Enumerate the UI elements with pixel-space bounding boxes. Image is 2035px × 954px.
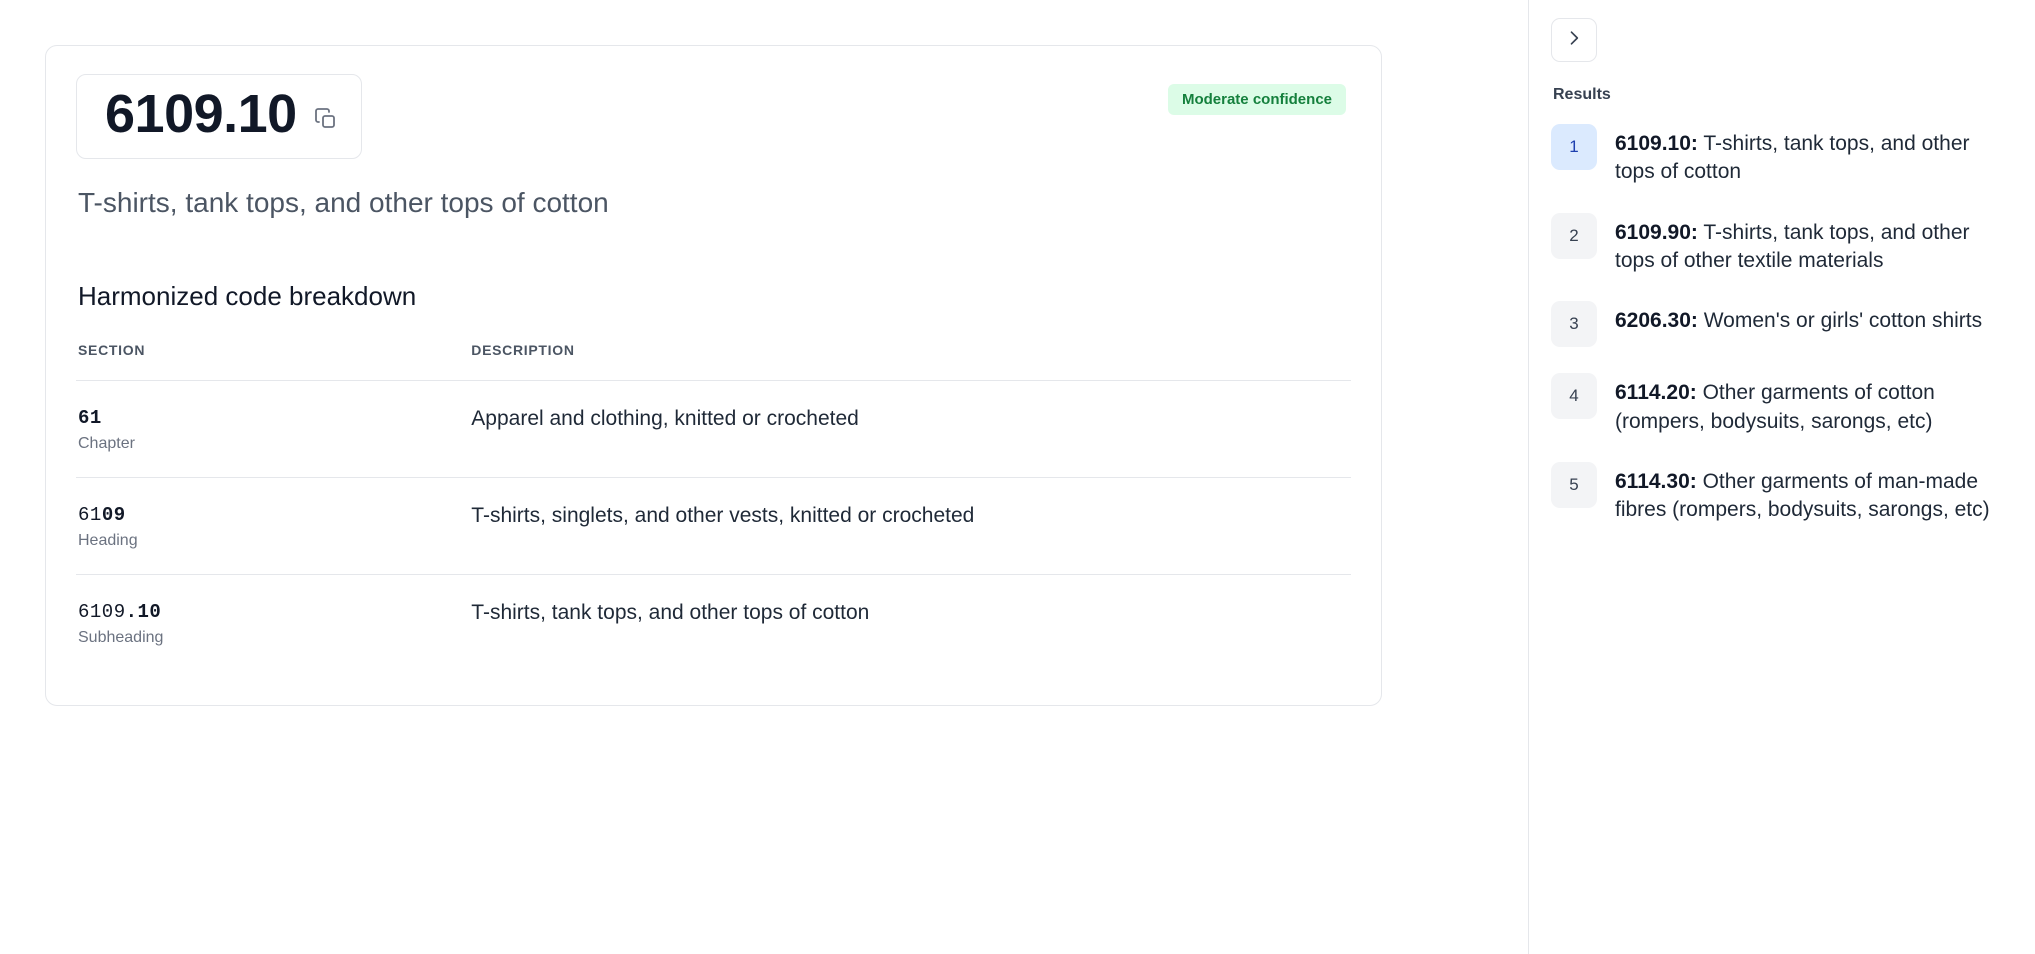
result-description: Other garments of cotton (rompers, bodysuits, sarongs, etc): [1615, 381, 1935, 433]
section-code: [78, 601, 206, 623]
result-code: 6206.30:: [1615, 309, 1698, 333]
hs-code-result-card: [45, 45, 1382, 706]
chevron-right-icon: [1564, 28, 1584, 53]
column-header-description: DESCRIPTION: [206, 342, 1351, 381]
result-code: 6114.30:: [1615, 470, 1697, 494]
section-code-prefix: 61: [78, 504, 102, 527]
section-level: Heading: [78, 532, 138, 550]
result-description: Women's or girls' cotton shirts: [1697, 309, 1983, 333]
results-list: [1551, 124, 2011, 525]
result-code: 6114.20:: [1615, 381, 1697, 405]
result-code: 6109.90:: [1615, 220, 1698, 244]
section-description: T-shirts, tank tops, and other tops of cotton: [471, 601, 870, 625]
card-header: [76, 74, 1351, 159]
result-label: [1615, 213, 2011, 276]
results-sidebar: [1528, 0, 2035, 954]
section-code-prefix: 61: [78, 407, 102, 430]
sidebar-collapse-button[interactable]: [1551, 18, 1597, 62]
result-label: [1615, 124, 2011, 187]
section-code-suffix: 09: [101, 504, 126, 527]
result-code: 6109.10:: [1615, 132, 1698, 155]
list-item[interactable]: [1551, 373, 2011, 436]
confidence-badge: Moderate confidence: [1168, 84, 1346, 115]
list-item[interactable]: [1551, 124, 2011, 187]
section-code-prefix: 6109: [78, 601, 126, 624]
section-code-suffix: .10: [125, 601, 162, 624]
section-code: [78, 504, 206, 526]
column-header-section: SECTION: [76, 342, 206, 381]
result-rank-badge: 2: [1551, 213, 1597, 259]
table-header-row: [76, 342, 1351, 381]
table-row: [76, 575, 1351, 672]
section-level: Subheading: [78, 629, 164, 647]
table-row: [76, 478, 1351, 575]
breakdown-table: [76, 342, 1351, 671]
list-item[interactable]: [1551, 301, 2011, 347]
table-row: [76, 381, 1351, 478]
result-label: [1615, 301, 1982, 335]
result-label: [1615, 373, 2011, 436]
result-rank-badge: 5: [1551, 462, 1597, 508]
result-rank-badge: 3: [1551, 301, 1597, 347]
section-cell: [76, 381, 206, 478]
result-description: Other garments of man-made fibres (rompers, bodysuits, sarongs, etc): [1615, 470, 1990, 522]
result-label: [1615, 462, 2011, 525]
breakdown-title: Harmonized code breakdown: [78, 281, 417, 312]
result-rank-badge: 4: [1551, 373, 1597, 419]
hs-code-box[interactable]: [76, 74, 362, 159]
section-description: T-shirts, singlets, and other vests, knitted or crocheted: [206, 478, 1351, 575]
section-code: [78, 407, 206, 429]
section-cell: [76, 575, 206, 672]
section-cell: [76, 478, 206, 575]
section-level: Chapter: [78, 435, 135, 453]
result-description: T-shirts, tank tops, and other tops of cotton: [1615, 132, 1970, 184]
list-item[interactable]: [1551, 213, 2011, 276]
result-rank-badge: 1: [1551, 124, 1597, 170]
copy-icon[interactable]: [313, 106, 339, 132]
hs-code-description: T-shirts, tank tops, and other tops of cotton: [78, 187, 609, 219]
list-item[interactable]: [1551, 462, 2011, 525]
section-description: Apparel and clothing, knitted or crocheted: [206, 381, 1351, 478]
result-description: T-shirts, tank tops, and other tops of other textile materials: [1615, 220, 1970, 273]
results-heading: Results: [1553, 86, 1611, 103]
hs-code-value: 6109.10: [105, 84, 297, 144]
